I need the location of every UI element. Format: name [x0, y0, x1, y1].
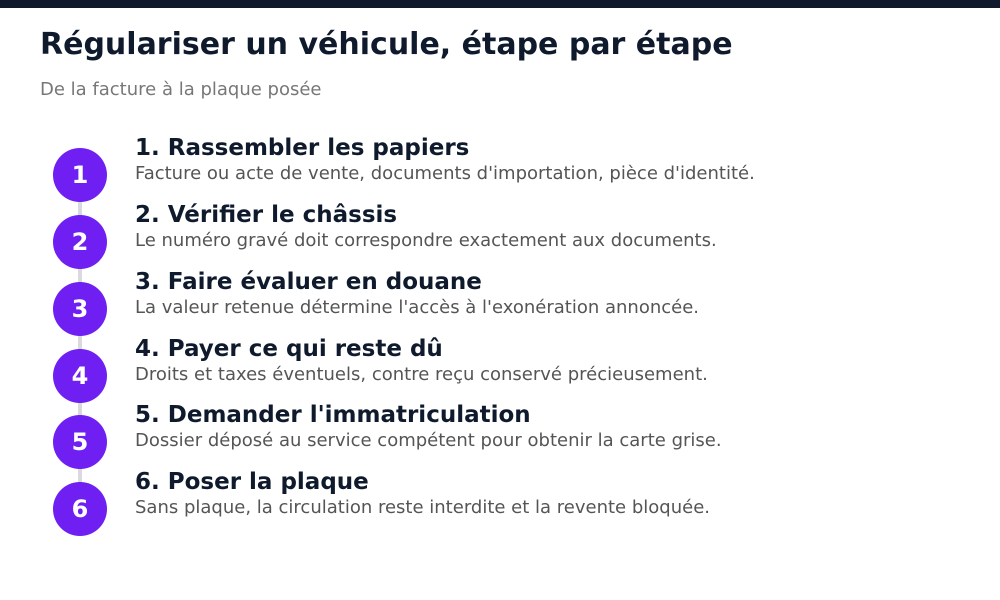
step-title: 3. Faire évaluer en douane — [135, 269, 482, 295]
step-description: Facture ou acte de vente, documents d'importation, pièce d'identité. — [135, 163, 755, 184]
step-title: 1. Rassembler les papiers — [135, 135, 470, 161]
page-title: Régulariser un véhicule, étape par étape — [40, 27, 733, 62]
step-title: 6. Poser la plaque — [135, 469, 369, 495]
step-title: 5. Demander l'immatriculation — [135, 402, 531, 428]
step-description: Droits et taxes éventuels, contre reçu conservé précieusement. — [135, 364, 708, 385]
step-number-badge: 5 — [53, 415, 107, 469]
step-description: La valeur retenue détermine l'accès à l'exonération annoncée. — [135, 297, 700, 318]
step-title: 4. Payer ce qui reste dû — [135, 336, 443, 362]
step-number-badge: 3 — [53, 282, 107, 336]
step-number-badge: 2 — [53, 215, 107, 269]
step-title: 2. Vérifier le châssis — [135, 202, 398, 228]
step-6 — [0, 469, 1000, 547]
page-subtitle: De la facture à la plaque posée — [40, 79, 322, 100]
step-description: Le numéro gravé doit correspondre exactement aux documents. — [135, 230, 717, 251]
step-description: Dossier déposé au service compétent pour obtenir la carte grise. — [135, 430, 722, 451]
step-number-badge: 6 — [53, 482, 107, 536]
step-number-badge: 1 — [53, 148, 107, 202]
step-number-badge: 4 — [53, 349, 107, 403]
step-description: Sans plaque, la circulation reste interdite et la revente bloquée. — [135, 497, 710, 518]
